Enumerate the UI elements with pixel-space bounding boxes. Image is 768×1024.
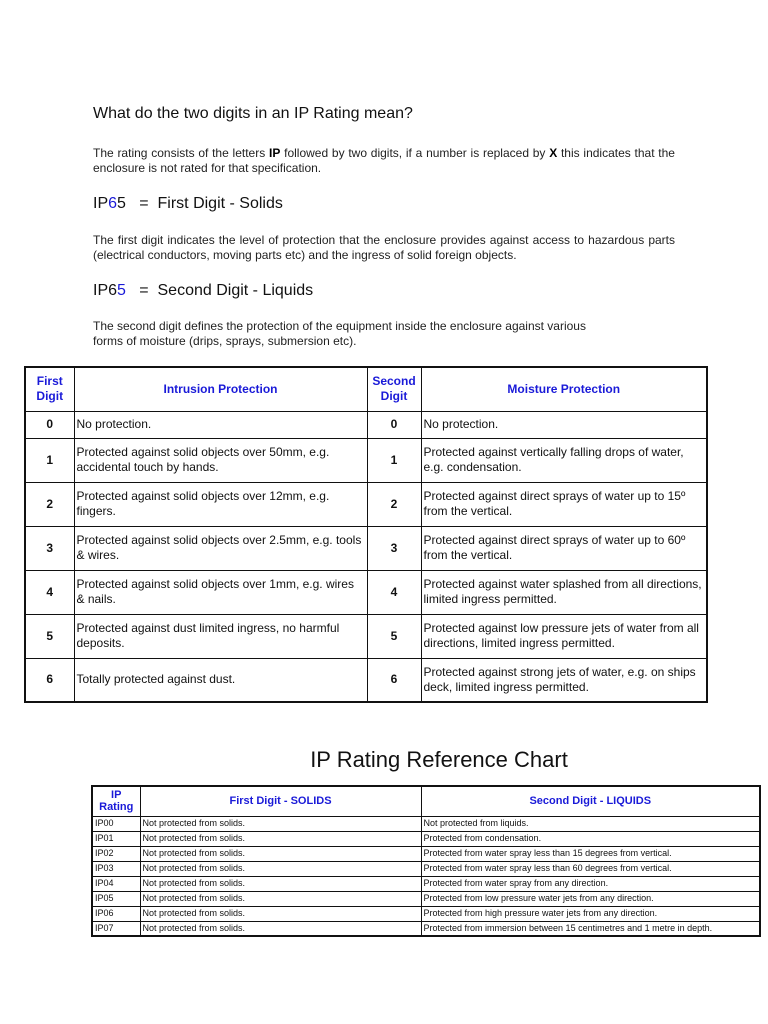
table-row — [92, 876, 760, 891]
intrusion-cell: Totally protected against dust. — [74, 658, 367, 702]
intrusion-cell: Protected against solid objects over 2.5mm, e.g. tools & wires. — [74, 526, 367, 570]
intro-text-start: The rating consists of the letters — [93, 146, 269, 160]
moisture-cell: Protected against direct sprays of water up to 15º from the vertical. — [421, 482, 707, 526]
liquids-cell: Protected from low pressure water jets from any direction. — [421, 891, 760, 906]
first-digit-cell: 3 — [25, 526, 74, 570]
moisture-cell: Protected against strong jets of water, e.g. on ships deck, limited ingress permitted. — [421, 658, 707, 702]
solids-cell: Not protected from solids. — [140, 906, 421, 921]
second-digit-heading — [93, 282, 313, 300]
rating-code-cell: IP00 — [92, 816, 140, 831]
liquids-cell: Protected from condensation. — [421, 831, 760, 846]
table-row — [25, 658, 707, 702]
liquids-cell: Not protected from liquids. — [421, 816, 760, 831]
rating-code-cell: IP04 — [92, 876, 140, 891]
table-row — [92, 921, 760, 936]
second-digit-column-header: Second Digit — [367, 367, 421, 411]
moisture-cell: No protection. — [421, 411, 707, 438]
first-digit-cell: 1 — [25, 438, 74, 482]
table-row — [92, 846, 760, 861]
solids-cell: Not protected from solids. — [140, 876, 421, 891]
table-row — [25, 411, 707, 438]
second-digit-cell: 1 — [367, 438, 421, 482]
ip-digit-table — [24, 366, 708, 703]
intro-text-middle: followed by two digits, if a number is replaced by — [280, 146, 550, 160]
solids-cell: Not protected from solids. — [140, 816, 421, 831]
second-digit-cell: 0 — [367, 411, 421, 438]
table-row — [92, 831, 760, 846]
table-row — [25, 482, 707, 526]
second-digit-cell: 4 — [367, 570, 421, 614]
rating-code-cell: IP07 — [92, 921, 140, 936]
ip-digit-table-header — [25, 367, 707, 411]
first-digit-cell: 4 — [25, 570, 74, 614]
intrusion-cell: Protected against solid objects over 1mm, e.g. wires & nails. — [74, 570, 367, 614]
intro-x-letter: X — [549, 146, 558, 160]
first-digit-paragraph: The first digit indicates the level of protection that the enclosure provides against access to hazardous parts (electrical conductors, moving parts etc) and the ingress of solid foreign objects. — [93, 233, 675, 262]
table-row — [25, 570, 707, 614]
second-heading-label: = Second Digit - Liquids — [139, 282, 314, 299]
moisture-column-header: Moisture Protection — [421, 367, 707, 411]
rating-column-header: IP Rating — [92, 786, 140, 816]
intro-ip-letters: IP — [269, 146, 281, 160]
solids-cell: Not protected from solids. — [140, 861, 421, 876]
second-paragraph-line-2: forms of moisture (drips, sprays, submersion etc). — [93, 334, 357, 348]
liquids-cell: Protected from water spray less than 15 degrees from vertical. — [421, 846, 760, 861]
reference-chart-title: IP Rating Reference Chart — [310, 747, 568, 772]
table-row — [92, 891, 760, 906]
liquids-cell: Protected from water spray less than 60 degrees from vertical. — [421, 861, 760, 876]
solids-cell: Not protected from solids. — [140, 831, 421, 846]
first-digit-heading — [93, 195, 283, 213]
ip-reference-table — [91, 785, 761, 937]
moisture-cell: Protected against low pressure jets of water from all directions, limited ingress permitted. — [421, 614, 707, 658]
table-row — [25, 526, 707, 570]
second-digit-cell: 2 — [367, 482, 421, 526]
table-row — [92, 906, 760, 921]
solids-column-header: First Digit - SOLIDS — [140, 786, 421, 816]
table-row — [92, 861, 760, 876]
first-heading-prefix: IP — [93, 195, 109, 212]
liquids-cell: Protected from high pressure water jets from any direction. — [421, 906, 760, 921]
solids-cell: Not protected from solids. — [140, 891, 421, 906]
second-heading-prefix: IP6 — [93, 282, 118, 299]
rating-code-cell: IP03 — [92, 861, 140, 876]
intrusion-cell: Protected against solid objects over 50mm, e.g. accidental touch by hands. — [74, 438, 367, 482]
second-digit-paragraph — [93, 319, 675, 349]
second-digit-cell: 5 — [367, 614, 421, 658]
second-digit-cell: 6 — [367, 658, 421, 702]
intrusion-column-header: Intrusion Protection — [74, 367, 367, 411]
rating-code-cell: IP06 — [92, 906, 140, 921]
liquids-cell: Protected from immersion between 15 centimetres and 1 metre in depth. — [421, 921, 760, 936]
first-heading-highlight: 6 — [108, 195, 118, 212]
page-heading: What do the two digits in an IP Rating mean? — [93, 105, 413, 122]
intrusion-cell: Protected against solid objects over 12mm, e.g. fingers. — [74, 482, 367, 526]
rating-code-cell: IP01 — [92, 831, 140, 846]
first-digit-column-header: First Digit — [25, 367, 74, 411]
intro-text-end: this indicates that the enclosure is not rated for that specification. — [93, 146, 675, 175]
second-paragraph-line-1: The second digit defines the protection of the equipment inside the enclosure against various — [93, 319, 586, 333]
table-row — [92, 816, 760, 831]
table-row — [25, 438, 707, 482]
first-heading-suffix: 5 — [117, 195, 126, 212]
table-row — [25, 614, 707, 658]
intro-paragraph — [93, 146, 675, 176]
reference-table-header — [92, 786, 760, 816]
liquids-cell: Protected from water spray from any direction. — [421, 876, 760, 891]
first-heading-label: = First Digit - Solids — [139, 195, 283, 212]
moisture-cell: Protected against direct sprays of water up to 60º from the vertical. — [421, 526, 707, 570]
solids-cell: Not protected from solids. — [140, 921, 421, 936]
first-digit-cell: 2 — [25, 482, 74, 526]
first-digit-cell: 6 — [25, 658, 74, 702]
first-digit-cell: 5 — [25, 614, 74, 658]
rating-code-cell: IP02 — [92, 846, 140, 861]
rating-code-cell: IP05 — [92, 891, 140, 906]
second-digit-cell: 3 — [367, 526, 421, 570]
liquids-column-header: Second Digit - LIQUIDS — [421, 786, 760, 816]
second-heading-highlight: 5 — [117, 282, 126, 299]
first-digit-cell: 0 — [25, 411, 74, 438]
intrusion-cell: Protected against dust limited ingress, no harmful deposits. — [74, 614, 367, 658]
moisture-cell: Protected against water splashed from all directions, limited ingress permitted. — [421, 570, 707, 614]
moisture-cell: Protected against vertically falling drops of water, e.g. condensation. — [421, 438, 707, 482]
solids-cell: Not protected from solids. — [140, 846, 421, 861]
intrusion-cell: No protection. — [74, 411, 367, 438]
